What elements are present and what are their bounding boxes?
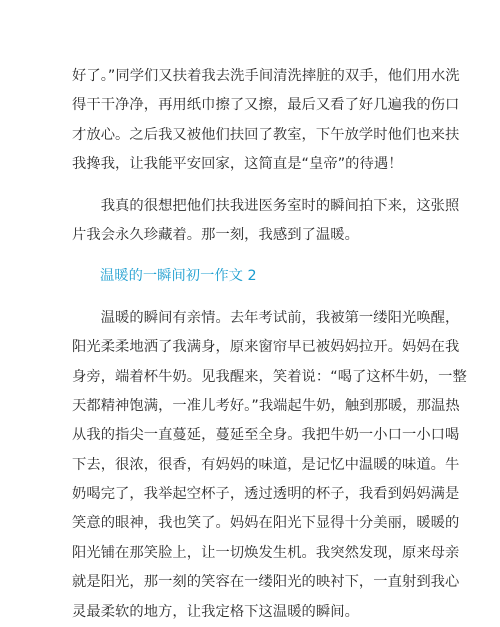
- text-line: 阳光铺在那笑脸上，让一切焕发生机。我突然发现，原来母亲: [72, 544, 460, 561]
- text-line: 阳光柔柔地洒了我满身，原来窗帘早已被妈妈拉开。妈妈在我: [72, 339, 460, 356]
- text-line: 才放心。之后我又被他们扶回了教室，下午放学时他们也来扶: [72, 126, 460, 143]
- text-line: 下去，很浓，很香，有妈妈的味道，是记忆中温暖的味道。牛: [72, 456, 460, 473]
- text-line: 我真的很想把他们扶我进医务室时的瞬间拍下来，这张照: [72, 197, 460, 214]
- text-line: 奶喝完了，我举起空杯子，透过透明的杯子，我看到妈妈满是: [72, 486, 460, 503]
- text-line: 片我会永久珍藏着。那一刻，我感到了温暖。: [72, 226, 359, 243]
- text-line: 灵最柔软的地方，让我定格下这温暖的瞬间。: [72, 603, 359, 620]
- paragraph-2: [72, 192, 460, 251]
- paragraph-1: [72, 62, 460, 180]
- text-line: 笑意的眼神，我也笑了。妈妈在阳光下显得十分美丽，暖暖的: [72, 515, 460, 532]
- text-line: 从我的指尖一直蔓延，蔓延至全身。我把牛奶一小口一小口喝: [72, 427, 460, 444]
- text-line: 身旁，端着杯牛奶。见我醒来，笑着说：“喝了这杯牛奶，一整: [72, 368, 467, 385]
- section-heading: 温暖的一瞬间初一作文 2: [100, 268, 257, 285]
- text-line: 就是阳光，那一刻的笑容在一缕阳光的映衬下，一直射到我心: [72, 574, 460, 591]
- text-line: 好了。”同学们又扶着我去洗手间清洗摔脏的双手，他们用水洗: [72, 68, 460, 84]
- text-line: 天都精神饱满，一准儿考好。”我端起牛奶，触到那暖，那温热: [72, 397, 460, 414]
- text-line: 温暖的瞬间有亲情。去年考试前，我被第一缕阳光唤醒，: [72, 309, 460, 326]
- paragraph-3: [72, 304, 467, 627]
- text-line: 得干干净净，再用纸巾擦了又擦，最后又看了好几遍我的伤口: [72, 97, 460, 114]
- text-line: 我搀我，让我能平安回家，这简直是“皇帝”的待遇！: [72, 156, 403, 173]
